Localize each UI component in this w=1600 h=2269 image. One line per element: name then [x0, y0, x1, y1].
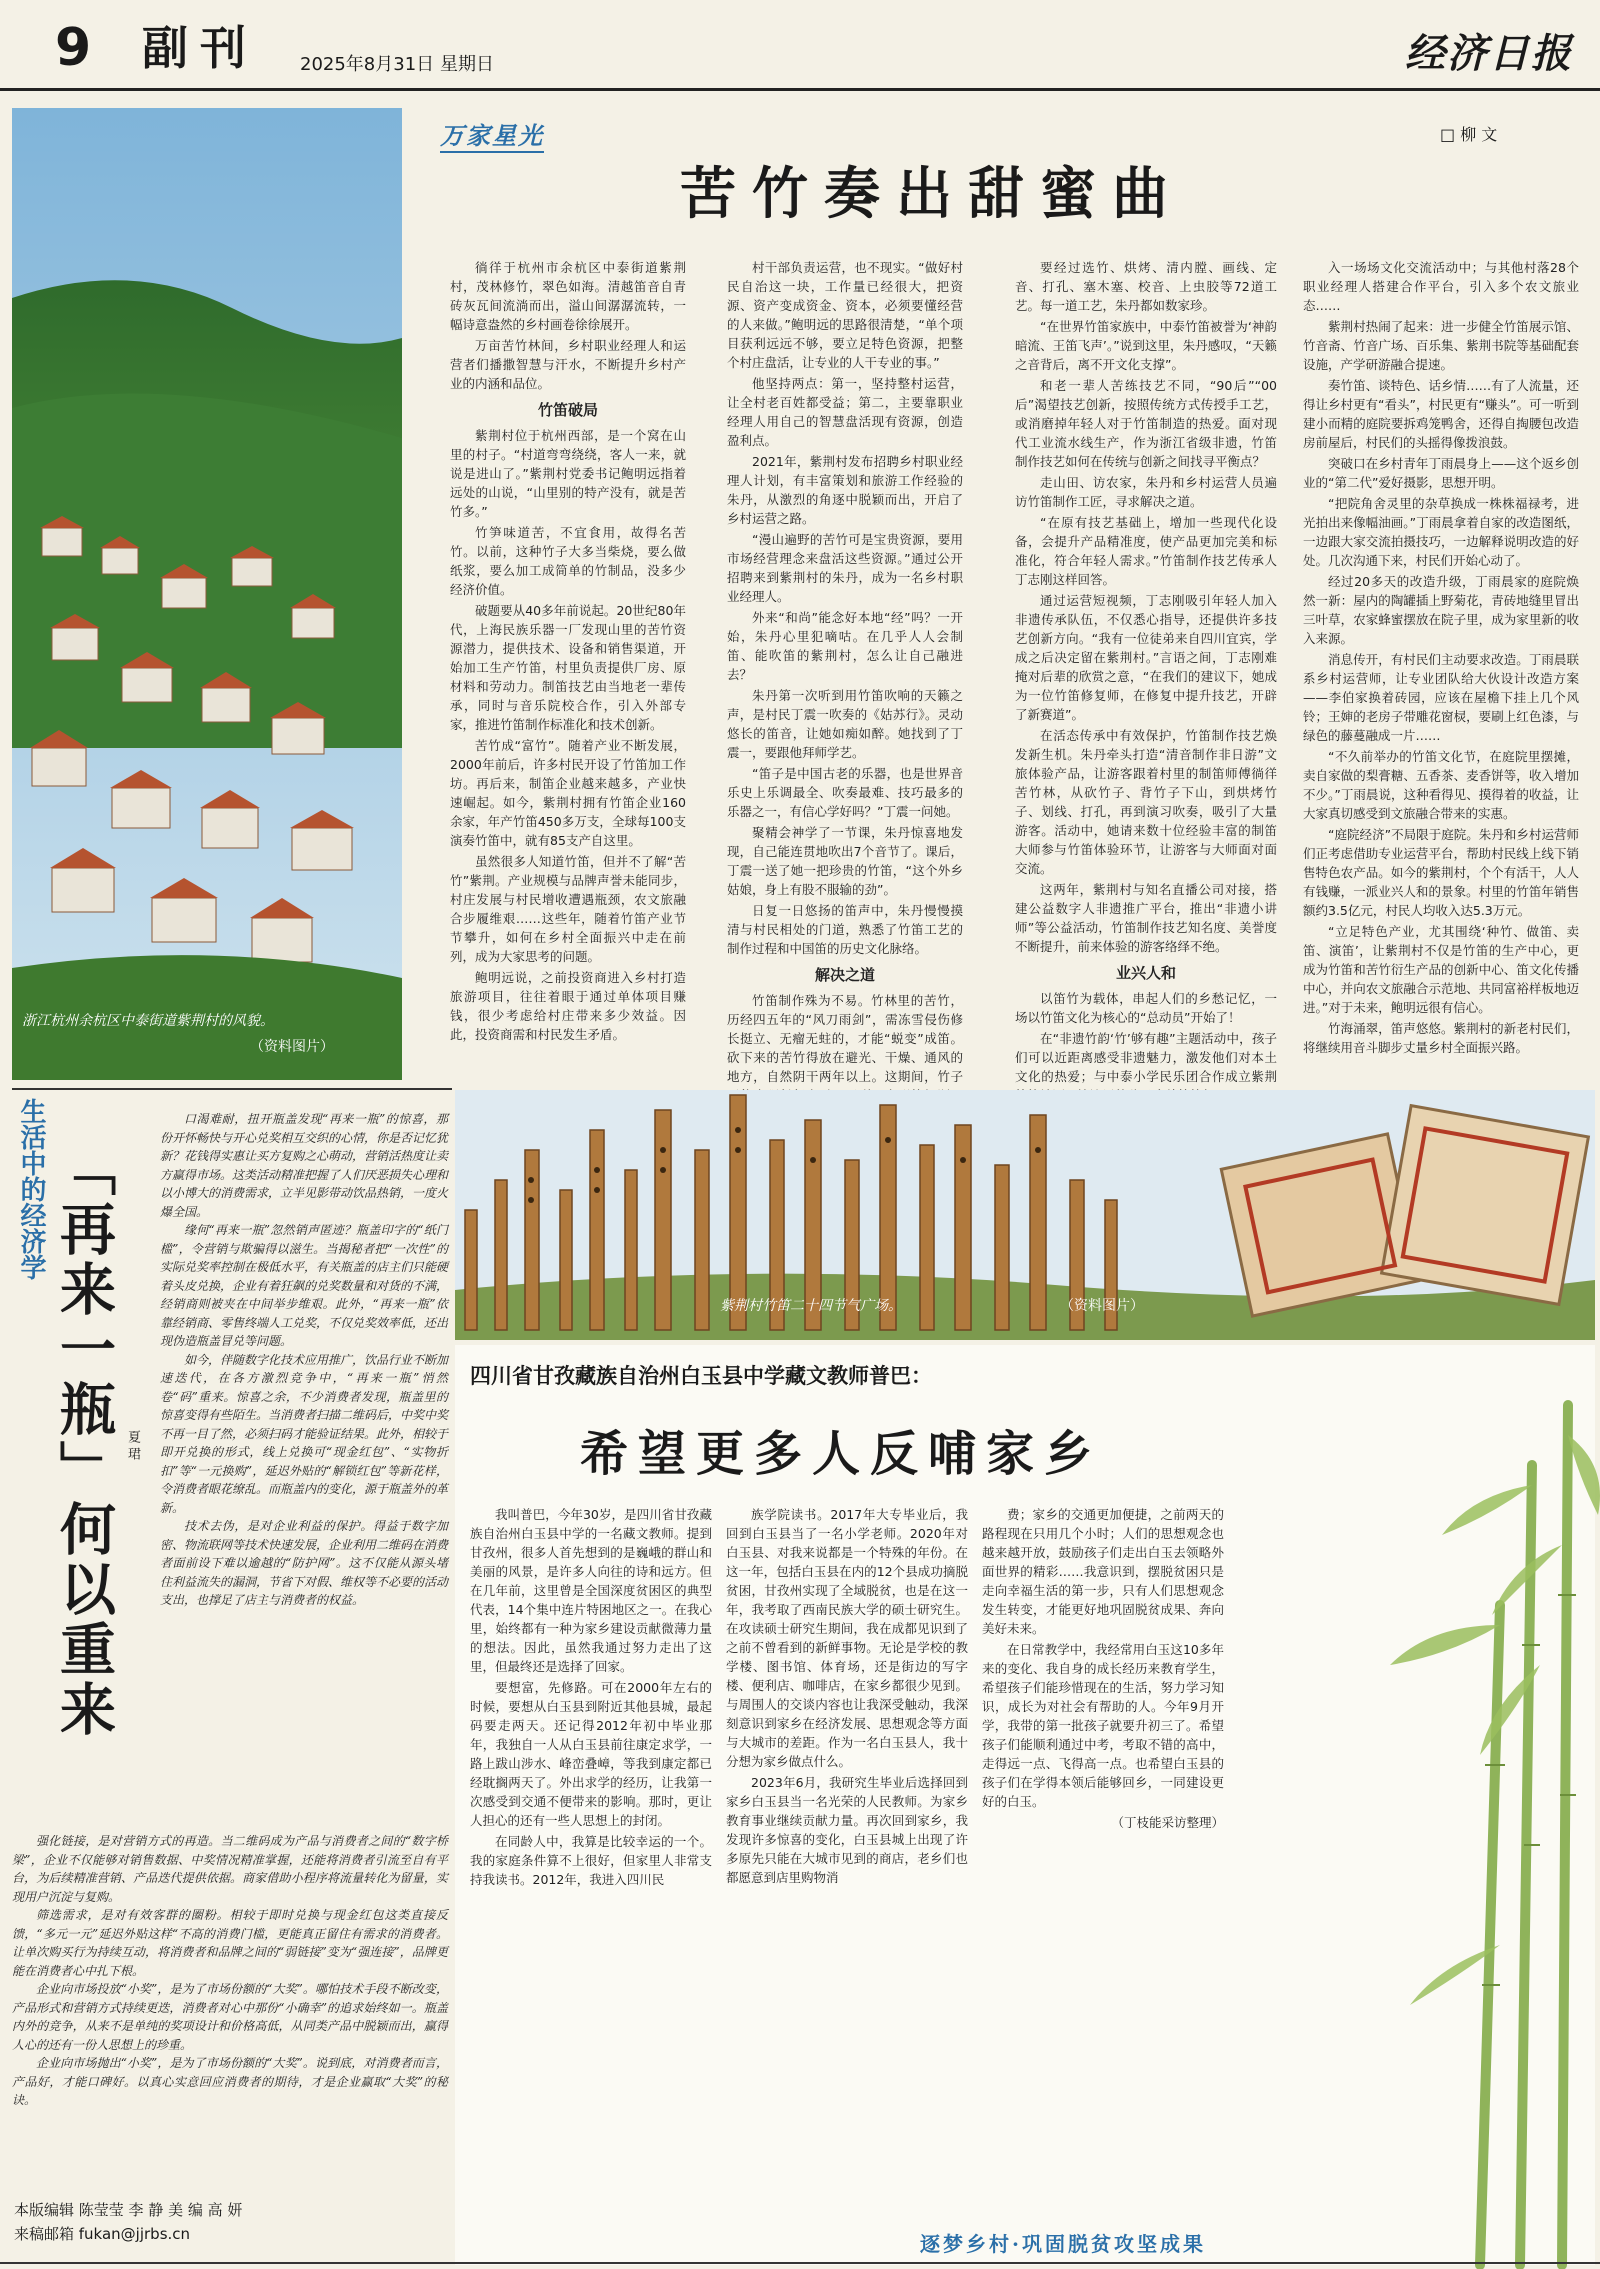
- paragraph: 经过20多天的改造升级，丁雨晨家的庭院焕然一新：屋内的陶罐插上野菊花，青砖地缝里冒出三叶草，农家蜂蜜摆放在院子里，成为家里新的收入来源。: [1303, 574, 1579, 646]
- bamboo-flute-plaza-photo: [455, 1090, 1595, 1340]
- subheading: 业兴人和: [1115, 964, 1176, 982]
- paragraph: 在同龄人中，我算是比较幸运的一个。我的家庭条件算不上很好，但家里人非常支持我读书。2012年，我进入四川民: [470, 1834, 712, 1887]
- paragraph: 族学院读书。2017年大专毕业后，我回到白玉县当了一名小学老师。2020年对白玉县、对我来说都是一个特殊的年份。在这一年，包括白玉县在内的12个县成功摘脱贫困，甘孜州实现了全域脱贫，也是在这一年，我考取了西南民族大学的硕士研究生。在攻读硕士研究生期间，我在成都见识到了之前不曾看到的新鲜事物。无论是学校的教学楼、图书馆、体育场，还是街边的写字楼、便利店、咖啡店，在家乡都很少见到。与周围人的交谈内容也让我深受触动，我深刻意识到家乡在经济发展、思想观念等方面与大城市的差距。作为一名白玉县人，我十分想为家乡做点什么。: [726, 1507, 968, 1769]
- paragraph: 紫荆村热闹了起来：进一步健全竹笛展示馆、竹音斋、竹音广场、百乐集、紫荆书院等基础配套设施，产学研游融合提速。: [1303, 319, 1579, 372]
- issue-weekday: 星期日: [440, 54, 494, 75]
- teacher-headline: 希望更多人反哺家乡: [580, 1426, 1103, 1482]
- paragraph: 企业向市场投放“小奖”，是为了市场份额的“大奖”。哪怕技术手段不断改变，产品形式和营销方式持续更迭，消费者对心中那份“小确幸”的追求始终如一。瓶盖内外的竞争，从来不是单纯的奖项设计和价格高低，从同类产品中脱颖而出，赢得人心的还有一份人思想上的珍重。: [12, 1982, 448, 2052]
- newspaper-logo: 经济日报: [1405, 30, 1573, 77]
- slogan-banner: 逐梦乡村·巩固脱贫攻坚成果: [920, 2232, 1206, 2256]
- bamboo-photo-credit: （资料图片）: [1060, 1298, 1144, 1314]
- econ-body-upper: [160, 1110, 448, 1830]
- village-photo: [12, 108, 402, 1080]
- masthead-rule: [0, 88, 1600, 91]
- paragraph: 鲍明远说，之前投资商进入乡村打造旅游项目，往往着眼于通过单体项目赚钱，很少考虑给村庄带来多少效益。因此，投资商需和村民发生矛盾。: [450, 970, 686, 1042]
- subheading: 竹笛破局: [537, 401, 598, 419]
- econ-body-lower: [12, 1832, 448, 2152]
- paragraph: 缘何“再来一瓶”忽然销声匿迹？瓶盖印字的“纸门槛”，令营销与欺骗得以滋生。当揭秘者把“一次性”的实际兑奖率控制在极低水平，有关瓶盖的店主们只能硬着头皮兑换，企业有着狂飙的兑奖数量和对货的不满，经销商则被夹在中间举步维艰。此外，“再来一瓶”依靠经销商、零售终端人工兑奖，不仅兑奖效率低，还出现伪造瓶盖冒兑等问题。: [160, 1223, 449, 1348]
- section-divider: [12, 1088, 452, 1090]
- article-column-1: [450, 258, 686, 1058]
- paragraph: 如今，伴随数字化技术应用推广，饮品行业不断加速迭代，在各方激烈竞争中，“再来一瓶”悄然卷“码”重来。惊喜之余，不少消费者发现，瓶盖里的惊喜变得有些陌生。当消费者扫描二维码后，中奖中奖不再一目了然，必须扫码才能验证结果。此外，相较于即开兑换的形式，线上兑换可“现金红包”、“实物折扣”等“一元换购”，延迟外贴的“解锁红包”等新花样，令消费者眼花缭乱。而瓶盖内的变化，源于瓶盖外的革新。: [160, 1352, 449, 1515]
- paragraph: 日复一日悠扬的笛声中，朱丹慢慢摸清与村民相处的门道，熟悉了竹笛工艺的制作过程和中国笛的历史文化脉络。: [727, 903, 963, 956]
- paragraph: 这两年，紫荆村与知名直播公司对接，搭建公益数字人非遗推广平台，推出“非遗小讲师”等公益活动，竹笛制作技艺知名度、美誉度不断提升，前来体验的游客络绎不绝。: [1015, 882, 1277, 954]
- paragraph: 要经过选竹、烘烤、清内膛、画线、定音、打孔、塞木塞、校音、上虫胶等72道工艺。每一道工艺，朱丹都如数家珍。: [1015, 260, 1277, 313]
- paragraph: 在活态传承中有效保护，竹笛制作技艺焕发新生机。朱丹牵头打造“清音制作非日游”文旅体验产品，让游客跟着村里的制笛师傅徜徉苦竹林，从砍竹子、背竹子下山，到烘烤竹子、划线、打孔，再到演习吹奏，吸引了大量游客。活动中，她请来数十位经验丰富的制笛大师参与竹笛体验环节，让游客与大师面对面交流。: [1015, 728, 1277, 876]
- paragraph: “把院角舍灵里的杂草换成一株株福禄考，进光拍出来像幅油画。”丁雨晨拿着自家的改造图纸，一边跟大家交流拍摄技巧，一边解释说明改造的好处。几次沟通下来，村民们开始心动了。: [1303, 496, 1579, 568]
- paragraph: 聚精会神学了一节课，朱丹惊喜地发现，自己能连贯地吹出7个音节了。课后，丁震一送了她一把珍贵的竹笛，“这个外乡姑娘，身上有股不服输的劲”。: [727, 825, 963, 897]
- paragraph: 竹笛制作殊为不易。竹林里的苦竹，历经四五年的“风刀雨剑”，需冻雪侵伤修长挺立、无瘤无蛀的，才能“蜕变”成笛。砍下来的苦竹得放在避光、干燥、通风的地方，自然阴干两年以上。这期间，竹子: [727, 993, 963, 1084]
- article-column-4: [1303, 258, 1579, 1098]
- paragraph: “在原有技艺基础上，增加一些现代化设备，会提升产品精准度，使产品更加完美和标准化，符合年轻人需求。”竹笛制作技艺传承人丁志刚这样回答。: [1015, 515, 1277, 587]
- paragraph: “不久前举办的竹笛文化节，在庭院里摆摊，卖自家做的梨膏糖、五香茶、麦香饼等，收入增加不少。”丁雨晨说，这种看得见、摸得着的收益，让大家真切感受到文旅融合带来的实惠。: [1303, 749, 1579, 821]
- paragraph: 在“非遗竹韵‘竹’够有趣”主题活动中，孩子们可以近距离感受非遗魅力，激发他们对本土文化的热爱；与中泰小学民乐团合作成立紫荆: [1015, 1031, 1277, 1084]
- bamboo-photo-caption: 紫荆村竹笛二十四节气广场。: [720, 1298, 902, 1314]
- teacher-column-3: [982, 1505, 1224, 2265]
- article-column-3: [1015, 258, 1277, 1098]
- editor-credits: [14, 2198, 434, 2246]
- paragraph: 强化链接，是对营销方式的再造。当二维码成为产品与消费者之间的“数字桥梁”，企业不仅能够对销售数据、中奖情况精准掌握，还能将消费者引流至自有平台，为后续精准营销、产品迭代提供依据。商家借助小程序将流量转化为留量，实现用户沉淀与复购。: [12, 1834, 448, 1904]
- paragraph: 虽然很多人知道竹笛，但并不了解“苦竹”紫荆。产业规模与品牌声誉未能同步，村庄发展与村民增收遭遇瓶颈，农文旅融合步履维艰……这些年，随着竹笛产业节节攀升，如何在乡村全面振兴中走在前列，成为大家思考的问题。: [450, 854, 686, 964]
- paragraph: 通过运营短视频，丁志刚吸引年轻人加入非遗传承队伍，不仅悉心指导，还提供许多技艺创新方向。“我有一位徒弟来自四川宜宾，学成之后决定留在紫荆村。”言语之间，丁志刚难掩对后辈的欣赏之意，“在我们的建议下，她成为一位竹笛修复师，在修复中提升技艺，开辟了新赛道”。: [1015, 593, 1277, 722]
- paragraph: 企业向市场抛出“小奖”，是为了市场份额的“大奖”。说到底，对消费者而言，产品好，才能口碑好。以真心实意回应消费者的期待，才是企业赢取“大奖”的秘诀。: [12, 2056, 448, 2107]
- teacher-column-2: [726, 1505, 968, 2265]
- paragraph: 他坚持两点：第一，坚持整村运营，让全村老百姓都受益；第二，主要靠职业经理人用自己的智慧盘活现有资源，创造盈利点。: [727, 376, 963, 448]
- paragraph: 村干部负责运营，也不现实。“做好村民自治这一块，工作量已经很大，把资源、资产变成资金、资本，必须要懂经营的人来做。”鲍明远的思路很清楚，“单个项目获利远远不够，要立足特色资源，把整个村庄盘活，让专业的人干专业的事。”: [727, 260, 963, 370]
- paragraph: 朱丹第一次听到用竹笛吹响的天籁之声，是村民丁震一吹奏的《姑苏行》。灵动悠长的笛音，让她如痴如醉。她找到了丁震一，要跟他拜师学艺。: [727, 688, 963, 760]
- editor-names: 本版编辑 陈莹莹 李 静 美 编 高 妍: [14, 2201, 243, 2219]
- paragraph: “笛子是中国古老的乐器，也是世界音乐史上乐调最全、吹奏最难、技巧最多的乐器之一，有信心学好吗？”丁震一问她。: [727, 766, 963, 819]
- econ-author: 夏 珺: [125, 1430, 140, 1461]
- paragraph: 外来“和尚”能念好本地“经”吗？一开始，朱丹心里犯嘀咕。在几乎人人会制笛、能吹笛的紫荆村，怎么让自己融进去？: [727, 610, 963, 682]
- article-column-2: [727, 258, 963, 1098]
- submission-email: 来稿邮箱 fukan@jjrbs.cn: [14, 2225, 191, 2243]
- paragraph: 费；家乡的交通更加便捷，之前两天的路程现在只用几个小时；人们的思想观念也越来越开放，鼓励孩子们走出白玉去领略外面世界的精彩……我意识到，摆脱贫困只是走向幸福生活的第一步，只有人们思想观念发生转变，才能更好地巩固脱贫成果、奔向美好未来。: [982, 1507, 1224, 1636]
- bottom-rule: [0, 2262, 1600, 2264]
- paragraph: 竹海涌翠，笛声悠悠。紫荆村的新老村民们，将继续用音斗脚步丈量乡村全面振兴路。: [1303, 1021, 1579, 1055]
- teacher-column-1: [470, 1505, 712, 2265]
- econ-headline: 「再来一瓶」何以重来: [51, 1140, 117, 1740]
- paragraph: 苦竹成“富竹”。随着产业不断发展，2000年前后，许多村民开设了竹笛加工作坊。再后来，制笛企业越来越多，产业快速崛起。如今，紫荆村拥有竹笛企业160余家，年产竹笛450多万支，全球每100支演奏竹笛中，就有85支产自这里。: [450, 738, 686, 848]
- article-byline: □ 柳 文: [1440, 125, 1498, 144]
- paragraph: “立足特色产业，尤其围绕‘种竹、做笛、卖笛、演笛’，让紫荆村不仅是竹笛的生产中心，更成为竹笛和苦竹衍生产品的创新中心、笛文化传播中心，并向农文旅融合示范地、共同富裕样板地迈进。”对于未来，鲍明远很有信心。: [1303, 924, 1579, 1015]
- paragraph: “庭院经济”不局限于庭院。朱丹和乡村运营师们正考虑借助专业运营平台，帮助村民线上线下销售特色农产品。如今的紫荆村，个个有活干，人人有钱赚，一派业兴人和的景象。村里的竹笛年销售额约3.5亿元，村民人均收入达5.3万元。: [1303, 827, 1579, 918]
- paragraph: 走山田、访农家，朱丹和乡村运营人员遍访竹笛制作工匠，寻求解决之道。: [1015, 475, 1277, 509]
- paragraph: 和老一辈人苦练技艺不同，“90后”“00后”渴望技艺创新，按照传统方式传授手工艺，或消磨掉年轻人对于竹笛制造的热爱。面对现代工业流水线生产，作为浙江省级非遗，竹笛制作技艺如何在传统与创新之间找寻平衡点？: [1015, 378, 1277, 469]
- paragraph: 口渴难耐，扭开瓶盖发现“再来一瓶”的惊喜，那份开怀畅快与开心兑奖相互交织的心情，你是否记忆犹新？花钱得实惠让买方复购之心萌动，营销活热度让卖方赢得市场。这类活动精准把握了人们厌恶损失心理和以小博大的消费需求，立半见影带动饮品热销，一度火爆全国。: [160, 1112, 449, 1219]
- issue-date: 2025年8月31日: [300, 54, 435, 75]
- column-label: 万家星光: [440, 116, 544, 153]
- masthead: [0, 0, 1600, 90]
- paragraph: 2023年6月，我研究生毕业后选择回到家乡白玉县当一名光荣的人民教师。为家乡教育事业继续贡献力量。再次回到家乡，我发现许多惊喜的变化，白玉县城上出现了许多原先只能在大城市见到的商店，老乡们也都愿意到店里购物消: [726, 1775, 968, 1885]
- paragraph: 徜徉于杭州市余杭区中泰街道紫荆村，茂林修竹，翠色如海。清越笛音自青砖灰瓦间流淌而出，溢山间潺潺流转，一幅诗意盎然的乡村画卷徐徐展开。: [450, 260, 686, 332]
- paragraph: 要想富，先修路。可在2000年左右的时候，要想从白玉县到附近其他县城，最起码要走两天。还记得2012年初中毕业那年，我独自一人从白玉县前往康定求学，一路上跋山涉水、峰峦叠嶂，等我到康定都已经耽搁两天了。外出求学的经历，让我第一次感受到交通不便带来的影响。那时，更让人担心的还有一些人思想上的封闭。: [470, 1680, 712, 1828]
- paragraph: 以笛竹为载体，串起人们的乡愁记忆，一场以竹笛文化为核心的“总动员”开始了！: [1015, 991, 1277, 1025]
- interview-note: （丁枝能采访整理）: [1111, 1815, 1224, 1830]
- page-number: 9: [55, 18, 92, 78]
- teacher-intro: 四川省甘孜藏族自治州白玉县中学藏文教师普巴：: [470, 1363, 932, 1388]
- econ-column-label: 生活中的经济学: [16, 1098, 46, 1280]
- paragraph: 万亩苦竹林间，乡村职业经理人和运营者们播撒智慧与汗水，不断提升乡村产业的内涵和品位。: [450, 338, 686, 391]
- paragraph: “在世界竹笛家族中，中泰竹笛被誉为‘神韵暗流、王笛飞声’。”说到这里，朱丹感叹，“天籁之音背后，离不开文化支撑”。: [1015, 319, 1277, 372]
- paragraph: 紫荆村位于杭州西部，是一个窝在山里的村子。“村道弯弯绕绕，客人一来，就说是进山了。”紫荆村党委书记鲍明远指着远处的山说，“山里别的特产没有，就是苦竹多。”: [450, 428, 686, 519]
- paragraph: 消息传开，有村民们主动要求改造。丁雨晨联系乡村运营师，让专业团队给大伙设计改造方案——李伯家换着砖园，应该在屋檐下挂上几个风铃；王婶的老房子带雕花窗棂，要刷上红色漆，与绿色的藤蔓融成一片……: [1303, 652, 1579, 743]
- paragraph: 突破口在乡村青年丁雨晨身上——这个返乡创业的“第二代”爱好摄影，思想开明。: [1303, 456, 1579, 490]
- paragraph: 竹笋味道苦，不宜食用，故得名苦竹。以前，这种竹子大多当柴烧，要么做纸浆，要么加工成简单的竹制品，没多少经济价值。: [450, 525, 686, 597]
- paragraph: 2021年，紫荆村发布招聘乡村职业经理人计划，有丰富策划和旅游工作经验的朱丹，从激烈的角逐中脱颖而出，开启了乡村运营之路。: [727, 454, 963, 526]
- village-photo-caption: 浙江杭州余杭区中泰街道紫荆村的风貌。: [22, 1013, 274, 1029]
- paragraph: 破题要从40多年前说起。20世纪80年代，上海民族乐器一厂发现山里的苦竹资源潜力，提供技术、设备和销售渠道，开始加工生产竹笛，村里负责提供厂房、原材料和劳动力。制笛技艺由当地老一辈传承，同时与音乐院校合作，引入外部专家，推进竹笛制作标准化和技术创新。: [450, 603, 686, 732]
- paragraph: 技术去伪，是对企业利益的保护。得益于数字加密、物流联网等技术快速发展，企业利用二维码在消费者面前设下难以逾越的“防护网”。这不仅能从源头堵住利益流失的漏洞，节省下对假、维权等不必要的活动支出，也撑足了店主与消费者的权益。: [160, 1519, 449, 1607]
- paragraph: 筛选需求，是对有效客群的圈粉。相较于即时兑换与现金红包这类直接反馈，“多元一元”延迟外贴这样“不高的消费门槛，更能真正留住有需求的消费者。让单次购买行为持续互动，将消费者和品牌之间的“弱链接”变为“强连接”，品牌更能在消费者心中扎下根。: [12, 1908, 448, 1978]
- paragraph: 在日常教学中，我经常用白玉这10多年来的变化、我自身的成长经历来教育学生，希望孩子们能珍惜现在的生活，努力学习知识，成长为对社会有帮助的人。今年9月开学，我带的第一批孩子就要升初三了。希望孩子们能顺利通过中考，考取不错的高中，走得远一点、飞得高一点。也希望白玉县的孩子们在学得本领后能够回乡，一同建设更好的白玉。: [982, 1642, 1224, 1809]
- article-headline: 苦竹奏出甜蜜曲: [680, 161, 1184, 227]
- paragraph: 入一场场文化交流活动中；与其他村落28个职业经理人搭建合作平台，引入多个农文旅业态……: [1303, 260, 1579, 313]
- section-name: 副刊: [142, 21, 258, 75]
- village-photo-credit: （资料图片）: [250, 1039, 334, 1055]
- paragraph: 奏竹笛、谈特色、话乡情……有了人流量，还得让乡村更有“看头”，村民更有“赚头”。可一听到建小而精的庭院要拆鸡笼鸭舍，还得自掏腰包改造房前屋后，村民们的头摇得像拨浪鼓。: [1303, 378, 1579, 450]
- paragraph: “漫山遍野的苦竹可是宝贵资源，要用市场经营理念来盘活这些资源。”通过公开招聘来到紫荆村的朱丹，成为一名乡村职业经理人。: [727, 532, 963, 604]
- subheading: 解决之道: [814, 966, 875, 984]
- paragraph: 我叫普巴，今年30岁，是四川省甘孜藏族自治州白玉县中学的一名藏文教师。提到甘孜州，很多人首先想到的是巍峨的群山和美丽的风景，是许多人向往的诗和远方。但在几年前，这里曾是全国深度贫困区的典型代表，14个集中连片特困地区之一。在我心里，始终都有一种为家乡建设贡献微薄力量的想法。因此，虽然我通过努力走出了这里，但最终还是选择了回家。: [470, 1507, 712, 1674]
